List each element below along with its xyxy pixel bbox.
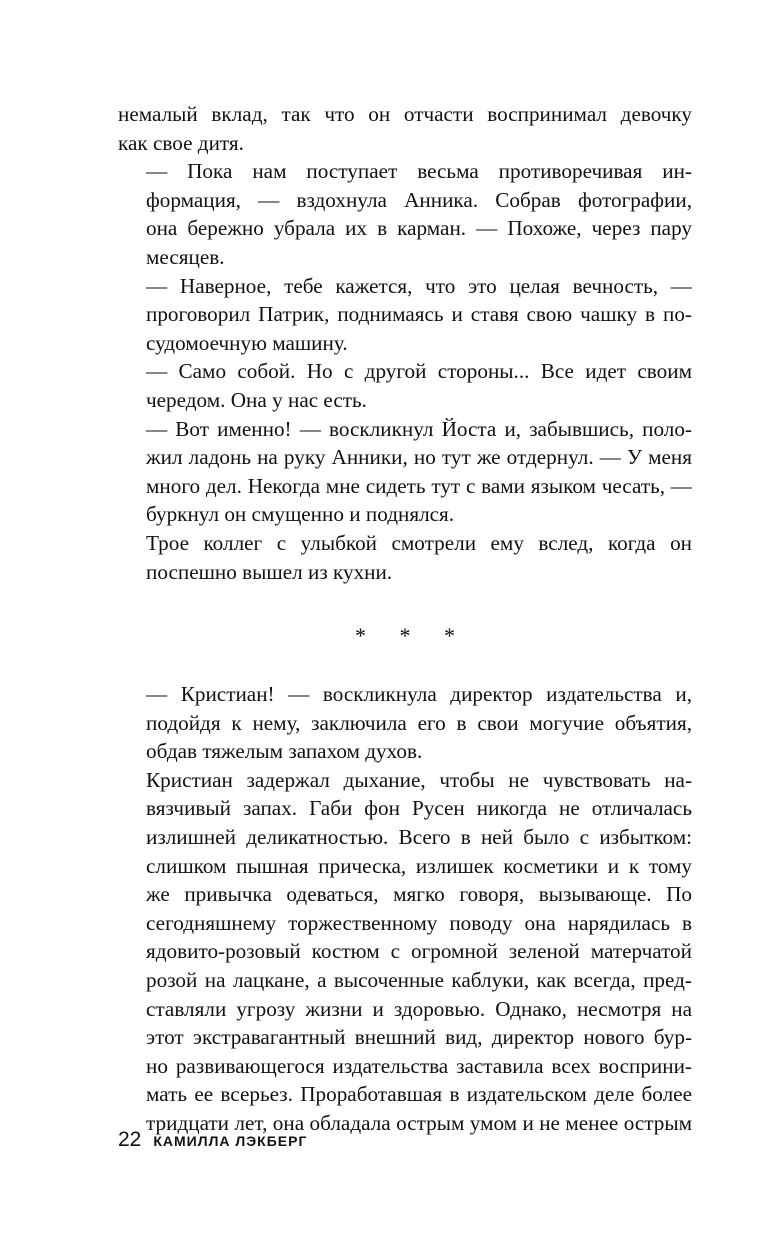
paragraph xyxy=(118,157,692,271)
running-footer-author: КАМИЛЛА ЛЭКБЕРГ xyxy=(153,1133,308,1149)
text-line: — Кристиан! — воскликнула директор издательства и, xyxy=(146,682,692,707)
text-line: — Наверное, тебе кажется, что это целая вечность, — xyxy=(146,273,692,298)
text-line: проговорил Патрик, поднимаясь и ставя свою чашку в по- xyxy=(146,302,692,327)
text-line: буркнул он смущенно и поднялся. xyxy=(146,502,455,527)
paragraph xyxy=(118,680,692,766)
text-line: сегодняшнему торжественному поводу она нарядилась в xyxy=(146,910,692,935)
text-line: формация, — вздохнула Анника. Собрав фотографии, xyxy=(146,187,692,212)
text-line: обдав тяжелым запахом духов. xyxy=(146,739,423,764)
paragraph xyxy=(118,272,692,358)
text-line: как свое дитя. xyxy=(118,130,244,155)
text-line: розой на лацкане, а высоченные каблуки, как всегда, пред- xyxy=(146,968,692,993)
page-number: 22 xyxy=(118,1128,142,1151)
text-line: она бережно убрала их в карман. — Похоже, через пару xyxy=(146,216,692,241)
text-line: поспешно вышел из кухни. xyxy=(146,559,393,584)
text-line: этот экстравагантный внешний вид, директор нового бур- xyxy=(146,1025,692,1050)
text-line: — Пока нам поступает весьма противоречивая ин- xyxy=(146,159,692,184)
paragraph xyxy=(118,100,692,157)
paragraph xyxy=(118,529,692,586)
text-line: чередом. Она у нас есть. xyxy=(146,387,367,412)
text-line: же привычка одеваться, мягко говоря, вызывающе. По xyxy=(146,882,692,907)
section-separator: * * * xyxy=(355,623,469,649)
text-line: — Само собой. Но с другой стороны... Все идет своим xyxy=(146,359,692,384)
paragraph xyxy=(118,357,692,414)
text-line: жил ладонь на руку Анники, но тут же отдернул. — У меня xyxy=(146,445,692,470)
text-line: ядовито-розовый костюм с огромной зеленой матерчатой xyxy=(146,939,692,964)
text-block-bottom xyxy=(118,680,692,1138)
text-line: месяцев. xyxy=(146,244,225,269)
text-line: но развивающегося издательства заставила всех восприни- xyxy=(146,1053,692,1078)
text-line: немалый вклад, так что он отчасти воспринимал девочку xyxy=(118,102,692,126)
text-line: Кристиан задержал дыхание, чтобы не чувствовать на- xyxy=(146,767,692,792)
paragraph xyxy=(118,766,692,1138)
book-page-text xyxy=(118,100,692,1138)
text-line: вязчивый запах. Габи фон Русен никогда не отличалась xyxy=(146,796,692,821)
text-line: тридцати лет, она обладала острым умом и не менее острым xyxy=(146,1111,692,1135)
text-line: подойдя к нему, заключила его в свои могучие объятия, xyxy=(146,710,692,735)
text-line: — Вот именно! — воскликнул Йоста и, забывшись, поло- xyxy=(146,416,692,441)
paragraph xyxy=(118,415,692,529)
text-line: слишком пышная прическа, излишек косметики и к тому xyxy=(146,853,692,878)
text-line: излишней деликатностью. Всего в ней было с избытком: xyxy=(146,825,692,850)
page-footer xyxy=(118,1128,307,1152)
text-line: Трое коллег с улыбкой смотрели ему вслед, когда он xyxy=(146,530,692,555)
text-line: мать ее всерьез. Проработавшая в издательском деле более xyxy=(146,1082,692,1107)
text-line: ставляли угрозу жизни и здоровью. Однако, несмотря на xyxy=(146,996,692,1021)
text-line: судомоечную машину. xyxy=(146,330,348,355)
text-block-top xyxy=(118,100,692,586)
text-line: много дел. Некогда мне сидеть тут с вами языком чесать, — xyxy=(146,473,692,498)
